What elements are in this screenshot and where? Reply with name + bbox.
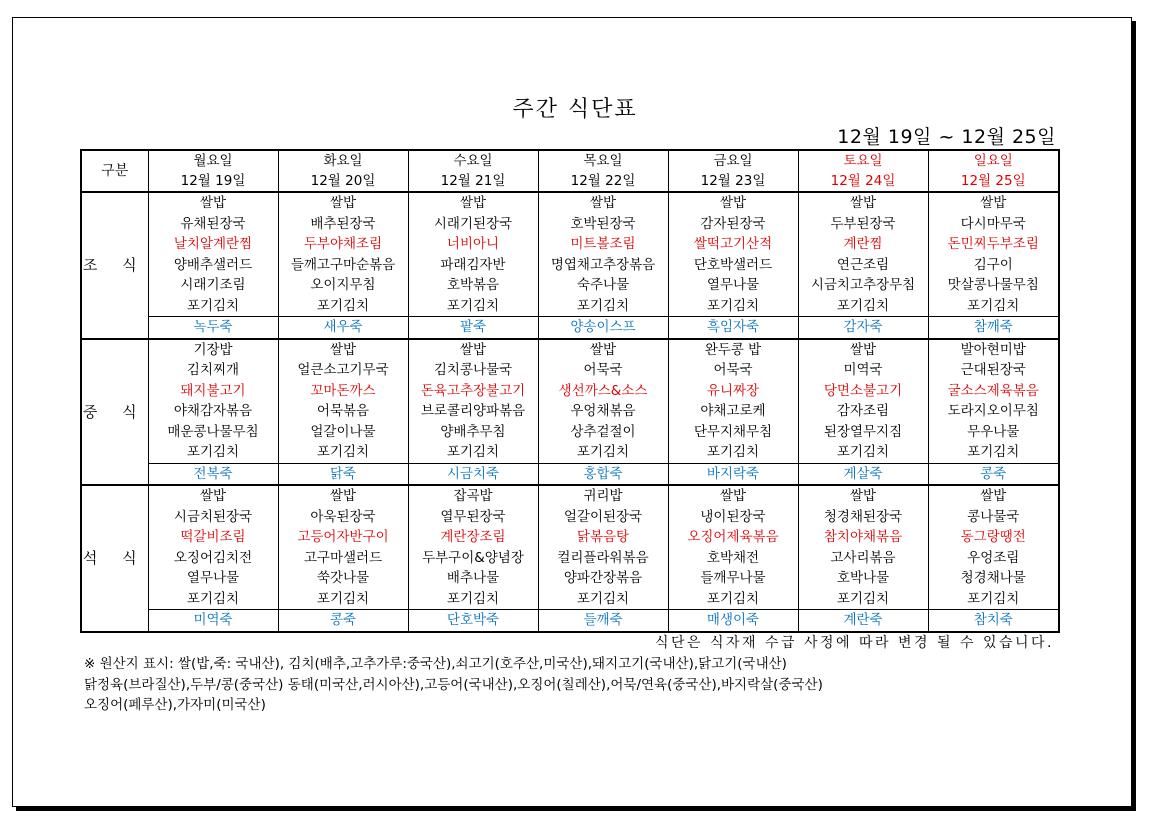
change-notice: 식단은 식자재 수급 사정에 따라 변경 될 수 있습니다. — [654, 635, 1054, 651]
main-dish-cell: 돈민찌두부조림 — [928, 234, 1059, 255]
menu-item-cell: 쌀밥 — [278, 192, 408, 214]
menu-item-cell: 포기김치 — [408, 296, 538, 317]
menu-item-cell: 근대된장국 — [928, 360, 1059, 381]
menu-item-cell: 쌀밥 — [408, 339, 538, 361]
menu-item-cell: 시래기된장국 — [408, 214, 538, 235]
main-dish-cell: 참치야채볶음 — [798, 527, 928, 548]
menu-item-cell: 포기김치 — [278, 442, 408, 463]
porridge-cell: 바지락죽 — [668, 463, 798, 485]
menu-item-cell: 브로콜리양파볶음 — [408, 401, 538, 422]
menu-row — [81, 589, 1059, 610]
menu-item-cell: 포기김치 — [408, 442, 538, 463]
porridge-cell: 참치죽 — [928, 610, 1059, 632]
menu-item-cell: 어묵국 — [668, 360, 798, 381]
menu-item-cell: 포기김치 — [668, 296, 798, 317]
menu-item-cell: 냉이된장국 — [668, 507, 798, 528]
porridge-cell: 닭죽 — [278, 463, 408, 485]
main-dish-cell: 계란찜 — [798, 234, 928, 255]
main-dish-cell: 너비아니 — [408, 234, 538, 255]
menu-item-cell: 양배추무침 — [408, 422, 538, 443]
menu-item-cell: 귀리밥 — [538, 485, 668, 507]
menu-item-cell: 콩나물국 — [928, 507, 1059, 528]
menu-item-cell: 쌀밥 — [408, 192, 538, 214]
menu-item-cell: 쌀밥 — [668, 192, 798, 214]
menu-item-cell: 오징어김치전 — [148, 548, 278, 569]
menu-item-cell: 컬리플라워볶음 — [538, 548, 668, 569]
porridge-cell: 콩죽 — [278, 610, 408, 632]
menu-row — [81, 568, 1059, 589]
menu-item-cell: 명엽채고추장볶음 — [538, 255, 668, 276]
menu-item-cell: 잡곡밥 — [408, 485, 538, 507]
menu-item-cell: 포기김치 — [668, 442, 798, 463]
main-dish-cell: 굴소스제육볶음 — [928, 381, 1059, 402]
porridge-cell: 새우죽 — [278, 317, 408, 339]
main-dish-cell: 유니짜장 — [668, 381, 798, 402]
menu-item-cell: 시금치고추장무침 — [798, 275, 928, 296]
main-dish-cell: 떡갈비조림 — [148, 527, 278, 548]
menu-item-cell: 호박나물 — [798, 568, 928, 589]
date-range: 12월 19일 ~ 12월 25일 — [837, 126, 1056, 148]
menu-item-cell: 포기김치 — [798, 589, 928, 610]
menu-item-cell: 쌀밥 — [928, 485, 1059, 507]
menu-item-cell: 얼큰소고기무국 — [278, 360, 408, 381]
porridge-cell: 홍합죽 — [538, 463, 668, 485]
day-name-header: 월요일 — [148, 150, 278, 171]
gubun-header: 구분 — [81, 150, 148, 192]
meal-label: 조 식 — [81, 192, 148, 339]
menu-item-cell: 열무나물 — [668, 275, 798, 296]
porridge-cell: 감자죽 — [798, 317, 928, 339]
day-name-header: 화요일 — [278, 150, 408, 171]
main-dish-cell: 고등어자반구이 — [278, 527, 408, 548]
menu-item-cell: 야채고로케 — [668, 401, 798, 422]
menu-item-cell: 포기김치 — [798, 442, 928, 463]
main-dish-cell: 오징어제육볶음 — [668, 527, 798, 548]
menu-item-cell: 연근조림 — [798, 255, 928, 276]
main-dish-cell: 당면소불고기 — [798, 381, 928, 402]
day-date-header: 12월 21일 — [408, 171, 538, 192]
porridge-cell: 팥죽 — [408, 317, 538, 339]
origin-line: 닭정육(브라질산),두부/콩(중국산) 동태(미국산,러시아산),고등어(국내산),오징어(칠레산),어묵/연육(중국산),바지락살(중국산) — [84, 676, 823, 693]
menu-item-cell: 포기김치 — [668, 589, 798, 610]
menu-item-cell: 포기김치 — [148, 296, 278, 317]
menu-item-cell: 아욱된장국 — [278, 507, 408, 528]
menu-item-cell: 어묵국 — [538, 360, 668, 381]
porridge-cell: 양송이스프 — [538, 317, 668, 339]
menu-item-cell: 어묵볶음 — [278, 401, 408, 422]
menu-item-cell: 단무지채무침 — [668, 422, 798, 443]
menu-item-cell: 얼갈이된장국 — [538, 507, 668, 528]
menu-row — [81, 275, 1059, 296]
weekly-menu-table — [80, 149, 1060, 633]
menu-item-cell: 상추겉절이 — [538, 422, 668, 443]
day-name-header: 수요일 — [408, 150, 538, 171]
menu-item-cell: 미역국 — [798, 360, 928, 381]
menu-item-cell: 청경채나물 — [928, 568, 1059, 589]
menu-item-cell: 배추된장국 — [278, 214, 408, 235]
menu-item-cell: 단호박샐러드 — [668, 255, 798, 276]
menu-item-cell: 쌀밥 — [538, 339, 668, 361]
menu-item-cell: 숙주나물 — [538, 275, 668, 296]
menu-item-cell: 쌀밥 — [278, 339, 408, 361]
menu-item-cell: 쌀밥 — [538, 192, 668, 214]
menu-row — [81, 527, 1059, 548]
day-date-header: 12월 23일 — [668, 171, 798, 192]
menu-item-cell: 포기김치 — [278, 589, 408, 610]
day-name-header: 일요일 — [928, 150, 1059, 171]
menu-item-cell: 시금치된장국 — [148, 507, 278, 528]
porridge-cell: 계란죽 — [798, 610, 928, 632]
menu-item-cell: 호박볶음 — [408, 275, 538, 296]
menu-item-cell: 김치찌개 — [148, 360, 278, 381]
menu-row — [81, 360, 1059, 381]
main-dish-cell: 동그랑땡전 — [928, 527, 1059, 548]
menu-item-cell: 김구이 — [928, 255, 1059, 276]
menu-item-cell: 감자된장국 — [668, 214, 798, 235]
menu-row — [81, 214, 1059, 235]
day-date-header: 12월 20일 — [278, 171, 408, 192]
porridge-cell: 게살죽 — [798, 463, 928, 485]
main-dish-cell: 계란장조림 — [408, 527, 538, 548]
menu-item-cell: 포기김치 — [148, 589, 278, 610]
origin-line: 오징어(페루산),가자미(미국산) — [84, 697, 266, 713]
menu-item-cell: 포기김치 — [928, 589, 1059, 610]
menu-item-cell: 무우나물 — [928, 422, 1059, 443]
porridge-cell: 매생이죽 — [668, 610, 798, 632]
menu-item-cell: 쑥갓나물 — [278, 568, 408, 589]
porridge-row — [81, 610, 1059, 632]
menu-item-cell: 우엉조림 — [928, 548, 1059, 569]
menu-item-cell: 시래기조림 — [148, 275, 278, 296]
menu-item-cell: 포기김치 — [928, 442, 1059, 463]
menu-item-cell: 쌀밥 — [278, 485, 408, 507]
menu-item-cell: 쌀밥 — [928, 192, 1059, 214]
porridge-cell: 들깨죽 — [538, 610, 668, 632]
main-dish-cell: 미트볼조림 — [538, 234, 668, 255]
menu-row — [81, 296, 1059, 317]
menu-item-cell: 기장밥 — [148, 339, 278, 361]
porridge-cell: 전복죽 — [148, 463, 278, 485]
menu-item-cell: 포기김치 — [798, 296, 928, 317]
menu-item-cell: 도라지오이무침 — [928, 401, 1059, 422]
main-dish-cell: 돈육고추장불고기 — [408, 381, 538, 402]
menu-item-cell: 호박된장국 — [538, 214, 668, 235]
menu-item-cell: 야채감자볶음 — [148, 401, 278, 422]
meal-label: 중 식 — [81, 339, 148, 486]
menu-item-cell: 유채된장국 — [148, 214, 278, 235]
menu-item-cell: 포기김치 — [928, 296, 1059, 317]
menu-item-cell: 쌀밥 — [798, 485, 928, 507]
menu-item-cell: 포기김치 — [278, 296, 408, 317]
menu-row — [81, 548, 1059, 569]
menu-item-cell: 쌀밥 — [148, 485, 278, 507]
menu-row — [81, 339, 1059, 361]
day-date-header: 12월 24일 — [798, 171, 928, 192]
menu-item-cell: 고구마샐러드 — [278, 548, 408, 569]
menu-item-cell: 쌀밥 — [668, 485, 798, 507]
menu-item-cell: 매운콩나물무침 — [148, 422, 278, 443]
menu-item-cell: 두부된장국 — [798, 214, 928, 235]
menu-item-cell: 포기김치 — [408, 589, 538, 610]
menu-item-cell: 청경채된장국 — [798, 507, 928, 528]
page-title: 주간 식단표 — [512, 97, 638, 122]
menu-item-cell: 감자조림 — [798, 401, 928, 422]
menu-item-cell: 고사리볶음 — [798, 548, 928, 569]
menu-item-cell: 맛살콩나물무침 — [928, 275, 1059, 296]
menu-item-cell: 들깨고구마순볶음 — [278, 255, 408, 276]
porridge-cell: 단호박죽 — [408, 610, 538, 632]
main-dish-cell: 꼬마돈까스 — [278, 381, 408, 402]
porridge-row — [81, 317, 1059, 339]
day-date-header: 12월 19일 — [148, 171, 278, 192]
main-dish-cell: 생선까스&소스 — [538, 381, 668, 402]
porridge-cell: 시금치죽 — [408, 463, 538, 485]
menu-row — [81, 442, 1059, 463]
meal-label: 석 식 — [81, 485, 148, 632]
menu-item-cell: 양파간장볶음 — [538, 568, 668, 589]
menu-row — [81, 485, 1059, 507]
day-date-header: 12월 22일 — [538, 171, 668, 192]
menu-item-cell: 쌀밥 — [798, 339, 928, 361]
main-dish-cell: 두부야채조림 — [278, 234, 408, 255]
menu-item-cell: 양배추샐러드 — [148, 255, 278, 276]
menu-row — [81, 422, 1059, 443]
main-dish-cell: 날치알계란찜 — [148, 234, 278, 255]
menu-item-cell: 포기김치 — [538, 296, 668, 317]
porridge-cell: 콩죽 — [928, 463, 1059, 485]
porridge-cell: 흑임자죽 — [668, 317, 798, 339]
menu-item-cell: 들깨무나물 — [668, 568, 798, 589]
day-date-header: 12월 25일 — [928, 171, 1059, 192]
menu-item-cell: 쌀밥 — [148, 192, 278, 214]
main-dish-cell: 쌀떡고기산적 — [668, 234, 798, 255]
menu-row — [81, 255, 1059, 276]
menu-item-cell: 얼갈이나물 — [278, 422, 408, 443]
menu-item-cell: 완두콩 밥 — [668, 339, 798, 361]
menu-item-cell: 오이지무침 — [278, 275, 408, 296]
menu-row — [81, 381, 1059, 402]
menu-item-cell: 우엉채볶음 — [538, 401, 668, 422]
menu-item-cell: 포기김치 — [538, 442, 668, 463]
porridge-cell: 미역죽 — [148, 610, 278, 632]
menu-item-cell: 호박채전 — [668, 548, 798, 569]
menu-item-cell: 발아현미밥 — [928, 339, 1059, 361]
origin-notice — [84, 654, 823, 716]
origin-line: ※ 원산지 표시: 쌀(밥,죽: 국내산), 김치(배추,고추가루:중국산),쇠고기(호주산,미국산),돼지고기(국내산),닭고기(국내산) — [84, 656, 787, 672]
main-dish-cell: 닭볶음탕 — [538, 527, 668, 548]
menu-row — [81, 507, 1059, 528]
menu-item-cell: 쌀밥 — [798, 192, 928, 214]
menu-item-cell: 김치콩나물국 — [408, 360, 538, 381]
menu-row — [81, 234, 1059, 255]
menu-item-cell: 열무나물 — [148, 568, 278, 589]
porridge-cell: 녹두죽 — [148, 317, 278, 339]
menu-row — [81, 192, 1059, 214]
menu-item-cell: 된장열무지짐 — [798, 422, 928, 443]
menu-item-cell: 두부구이&양념장 — [408, 548, 538, 569]
menu-row — [81, 401, 1059, 422]
day-name-header: 토요일 — [798, 150, 928, 171]
menu-item-cell: 파래김자반 — [408, 255, 538, 276]
menu-item-cell: 다시마무국 — [928, 214, 1059, 235]
menu-item-cell: 포기김치 — [148, 442, 278, 463]
menu-item-cell: 배추나물 — [408, 568, 538, 589]
day-name-header: 목요일 — [538, 150, 668, 171]
main-dish-cell: 돼지불고기 — [148, 381, 278, 402]
porridge-row — [81, 463, 1059, 485]
menu-item-cell: 열무된장국 — [408, 507, 538, 528]
menu-item-cell: 포기김치 — [538, 589, 668, 610]
porridge-cell: 참깨죽 — [928, 317, 1059, 339]
day-name-header: 금요일 — [668, 150, 798, 171]
